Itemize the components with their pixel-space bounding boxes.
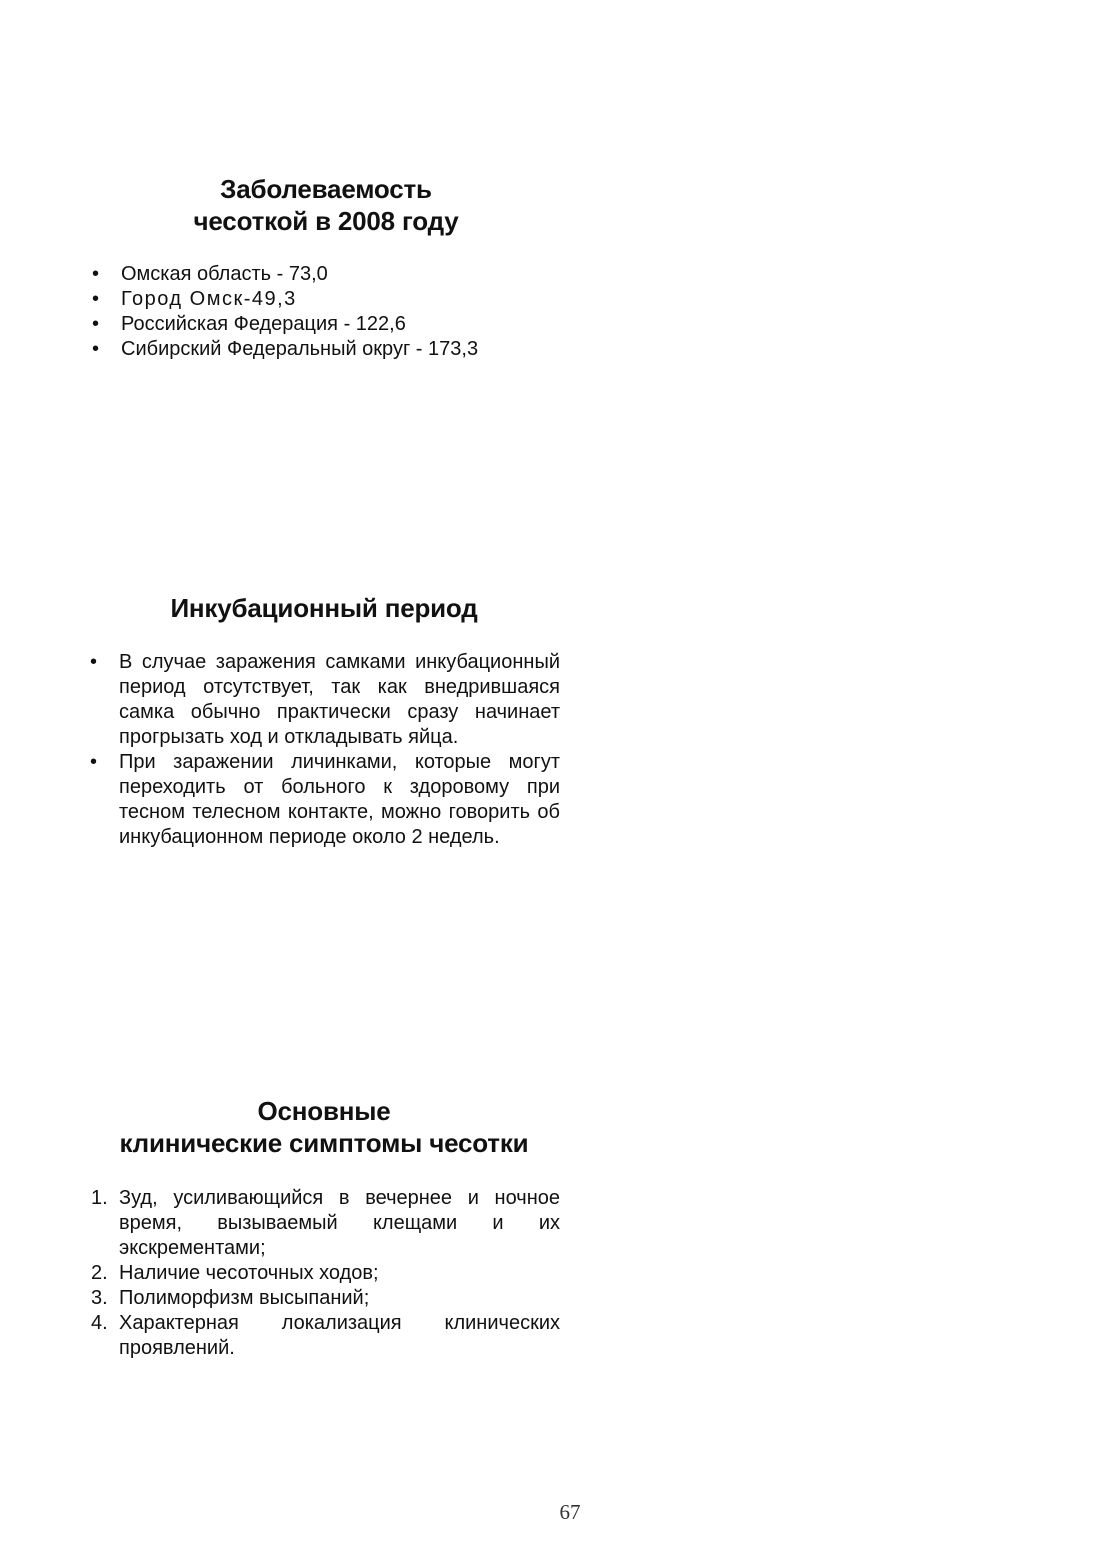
- incidence-heading-line1: Заболеваемость: [220, 174, 432, 204]
- list-item: [90, 337, 562, 362]
- list-item-text: Омская область - 73,0: [121, 263, 328, 285]
- incubation-heading: Инкубационный период: [170, 593, 478, 623]
- list-item: [88, 1286, 560, 1311]
- number-marker: 3.: [91, 1287, 108, 1309]
- list-item-text: Город Омск-49,3: [121, 288, 297, 310]
- incidence-list: [90, 262, 562, 362]
- list-item-text: При заражении личинками, которые могут переходить от больного к здоровому при тесном телесном контакте, можно говорить об инкубационном периоде около 2 недель.: [119, 751, 560, 848]
- symptoms-section: [88, 1095, 560, 1361]
- list-item: [90, 262, 562, 287]
- symptoms-list: [88, 1186, 560, 1361]
- bullet-marker: •: [90, 651, 98, 673]
- incubation-list: [88, 650, 560, 850]
- symptoms-heading-line2: клинические симптомы чесотки: [119, 1128, 529, 1158]
- bullet-marker: •: [92, 313, 100, 335]
- bullet-marker: •: [92, 338, 100, 360]
- list-item-text: В случае заражения самками инкубационный период отсутствует, так как внедрившаяся самка обычно практически сразу начинает прогрызать ход и откладывать яйца.: [119, 651, 560, 748]
- list-item: [88, 1261, 560, 1286]
- list-item: [88, 1311, 560, 1361]
- list-item-text: Характерная локализация клинических проявлений.: [119, 1312, 560, 1359]
- list-item: [88, 1186, 560, 1261]
- bullet-marker: •: [90, 751, 98, 773]
- list-item-text: Зуд, усиливающийся в вечернее и ночное время, вызываемый клещами и их экскрементами;: [119, 1187, 560, 1259]
- incubation-section: [88, 592, 560, 850]
- list-item: [88, 750, 560, 850]
- incidence-section: [90, 173, 562, 362]
- number-marker: 1.: [91, 1187, 108, 1209]
- number-marker: 4.: [91, 1312, 108, 1334]
- list-item-text: Российская Федерация - 122,6: [121, 313, 406, 335]
- incidence-heading-line2: чесоткой в 2008 году: [193, 206, 459, 236]
- list-item-text: Полиморфизм высыпаний;: [119, 1287, 370, 1309]
- list-item: [88, 650, 560, 750]
- bullet-marker: •: [92, 288, 100, 310]
- number-marker: 2.: [91, 1262, 108, 1284]
- list-item: [90, 312, 562, 337]
- list-item-text: Наличие чесоточных ходов;: [119, 1262, 379, 1284]
- incidence-heading: [90, 173, 562, 237]
- bullet-marker: •: [92, 263, 100, 285]
- list-item: [90, 287, 562, 312]
- list-item-text: Сибирский Федеральный округ - 173,3: [121, 338, 479, 360]
- symptoms-heading: [88, 1095, 560, 1159]
- symptoms-heading-line1: Основные: [257, 1096, 391, 1126]
- page-number: 67: [559, 1500, 581, 1524]
